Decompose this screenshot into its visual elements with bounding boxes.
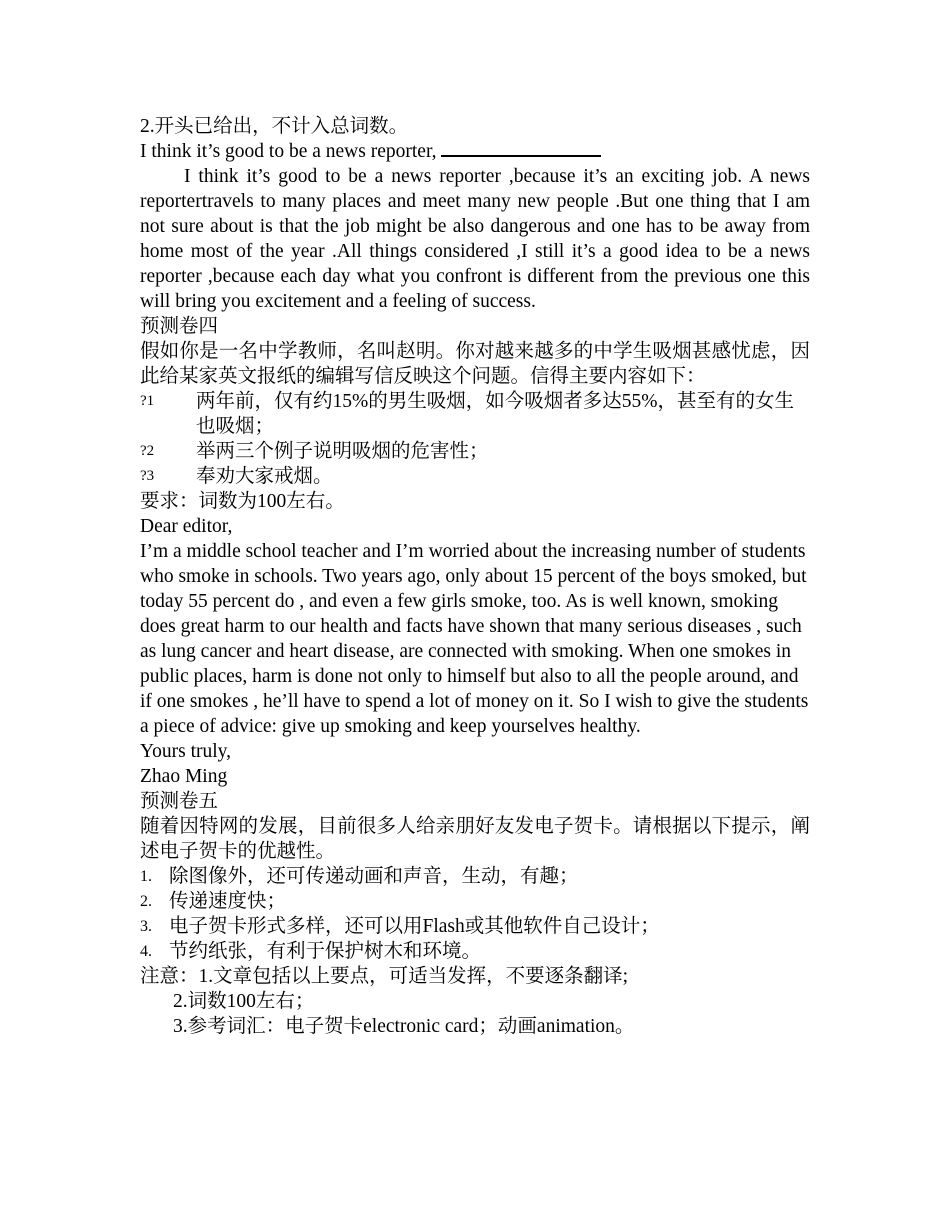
opening-line — [140, 139, 810, 164]
section4-point — [140, 464, 810, 489]
section5-heading: 预测卷五 — [140, 791, 219, 812]
item-number: 1. — [140, 868, 152, 885]
section4-requirement: 要求：词数为100左右。 — [140, 491, 345, 512]
item-text: 电子贺卡形式多样，还可以用Flash或其他软件自己设计； — [169, 916, 660, 937]
item-text: 节约纸张，有利于保护树木和环境。 — [169, 941, 482, 962]
item-number: 4. — [140, 943, 152, 960]
section4-prompt: 假如你是一名中学教师，名叫赵明。你对越来越多的中学生吸烟甚感忧虑，因此给某家英文报纸的编辑写信反映这个问题。信得主要内容如下： — [140, 341, 810, 387]
point-number: ?3 — [140, 468, 155, 484]
answer-paragraph: I think it’s good to be a news reporter ,because it’s an exciting job. A news reportertravels to many places and meet many new people .But one thing that I am not sure about is that the job might be also dangerous and one has to be away from home most of the year .All things considered ,I still it’s a good idea to be a news reporter ,because each day what you confront is different from the previous one this will bring you excitement and a feeling of success. — [140, 166, 810, 312]
letter-body: I’m a middle school teacher and I’m worried about the increasing number of students who smoke in schools. Two years ago, only about 15 percent of the boys smoked, but today 55 percent do , and even a few girls smoke, too. As is well known, smoking does great harm to our health and facts have shown that many serious diseases , such as lung cancer and heart disease, are connected with smoking. When one smokes in public places, harm is done not only to himself but also to all the people around, and if one smokes , he’ll have to spend a lot of money on it. So I wish to give the students a piece of advice: give up smoking and keep yourselves healthy. — [140, 541, 809, 737]
answer-blank — [441, 139, 601, 157]
section5-note-1: 注意：1.文章包括以上要点，可适当发挥，不要逐条翻译; — [140, 966, 629, 987]
item-text: 除图像外，还可传递动画和声音，生动，有趣； — [169, 866, 579, 887]
point-text: 举两三个例子说明吸烟的危害性； — [196, 441, 489, 462]
section5-item — [140, 939, 810, 964]
section5-item — [140, 889, 810, 914]
point-number: ?1 — [140, 393, 155, 409]
document-page — [140, 114, 810, 1039]
section4-point — [140, 439, 810, 464]
letter-closing: Yours truly, — [140, 741, 232, 762]
section5-note-3: 3.参考词汇：电子贺卡electronic card；动画animation。 — [173, 1016, 635, 1037]
intro-note: 2.开头已给出，不计入总词数。 — [140, 116, 409, 137]
opening-sentence: I think it’s good to be a news reporter, — [140, 141, 437, 162]
section5-item — [140, 914, 810, 939]
section4-heading: 预测卷四 — [140, 316, 219, 337]
section4-point — [140, 389, 810, 439]
section5-note-2: 2.词数100左右； — [173, 991, 315, 1012]
item-number: 3. — [140, 918, 152, 935]
point-text: 两年前，仅有约15%的男生吸烟，如今吸烟者多达55%，甚至有的女生也吸烟； — [196, 391, 794, 437]
letter-salutation: Dear editor, — [140, 516, 233, 537]
letter-signature: Zhao Ming — [140, 766, 228, 787]
item-number: 2. — [140, 893, 152, 910]
point-text: 奉劝大家戒烟。 — [196, 466, 333, 487]
section5-prompt: 随着因特网的发展，目前很多人给亲朋好友发电子贺卡。请根据以下提示，阐述电子贺卡的优越性。 — [140, 816, 810, 862]
item-text: 传递速度快； — [169, 891, 287, 912]
point-number: ?2 — [140, 443, 155, 459]
section5-item — [140, 864, 810, 889]
